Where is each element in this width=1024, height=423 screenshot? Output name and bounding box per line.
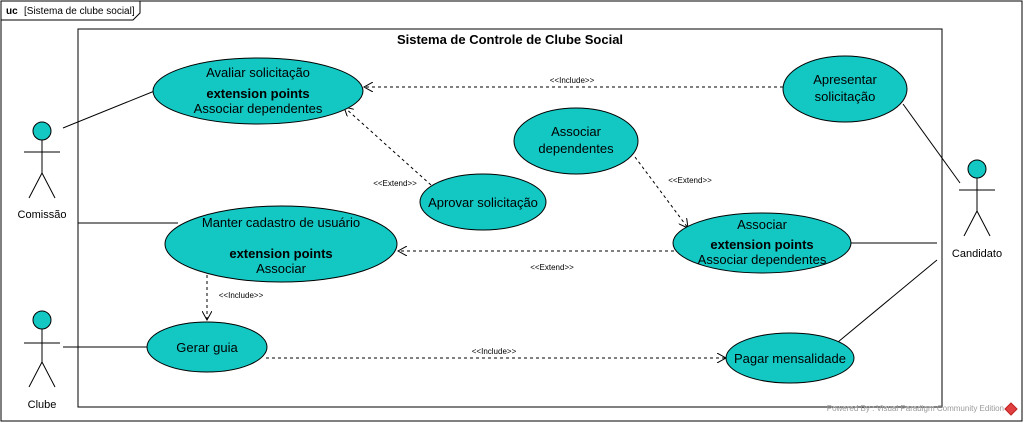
stereo-extend-assocdep: <<Extend>> [668,176,712,185]
assocdep-line1: Associar [551,124,601,139]
apresentar-line1: Apresentar [813,72,877,87]
avaliar-ep: Associar dependentes [193,101,323,116]
avaliar-name: Avaliar solicitação [206,65,310,80]
stereo-extend-manter: <<Extend>> [530,263,574,272]
use-case-avaliar-solicitacao[interactable] [153,58,363,124]
associar-name: Associar [737,217,787,232]
use-case-associar[interactable] [673,213,851,273]
gerar-name: Gerar guia [176,340,238,355]
stereo-extend-aprovar: <<Extend>> [373,179,417,188]
frame-title: [Sistema de clube social] [24,6,135,17]
avaliar-ep-label: extension points [206,86,310,101]
use-case-apresentar-solicitacao[interactable] [783,56,907,122]
actor-candidato-label: Candidato [951,248,1003,260]
stereo-include-pagar: <<Include>> [471,347,517,356]
frame-prefix: uc [6,6,18,17]
use-case-associar-dependentes[interactable] [514,108,638,174]
stereo-include-avaliar: <<Include>> [549,76,595,85]
actor-candidato-head [968,160,986,178]
associar-ep: Associar dependentes [697,252,827,267]
actor-clube-head [33,311,51,329]
actor-comissao-head [33,122,51,140]
manter-ep: Associar [256,261,306,276]
pagar-name: Pagar mensalidade [733,351,847,366]
associar-ep-label: extension points [710,237,814,252]
manter-name: Manter cadastro de usuário [201,215,361,230]
aprovar-name: Aprovar solicitação [428,195,538,210]
assocdep-line2: dependentes [538,141,614,156]
manter-ep-label: extension points [229,246,333,261]
use-case-gerar-guia[interactable] [147,322,267,372]
apresentar-line2: solicitação [814,89,876,104]
use-case-pagar-mensalidade[interactable] [726,333,854,383]
system-title: Sistema de Controle de Clube Social [396,32,624,47]
use-case-manter-cadastro[interactable] [165,206,397,282]
powered-by-footer: Powered By : Visual Paradigm Community Edition [826,404,1004,413]
actor-clube-label: Clube [27,399,57,411]
stereo-include-gerar: <<Include>> [218,291,264,300]
use-case-aprovar-solicitacao[interactable] [420,174,546,230]
actor-comissao-label: Comissão [17,209,67,221]
